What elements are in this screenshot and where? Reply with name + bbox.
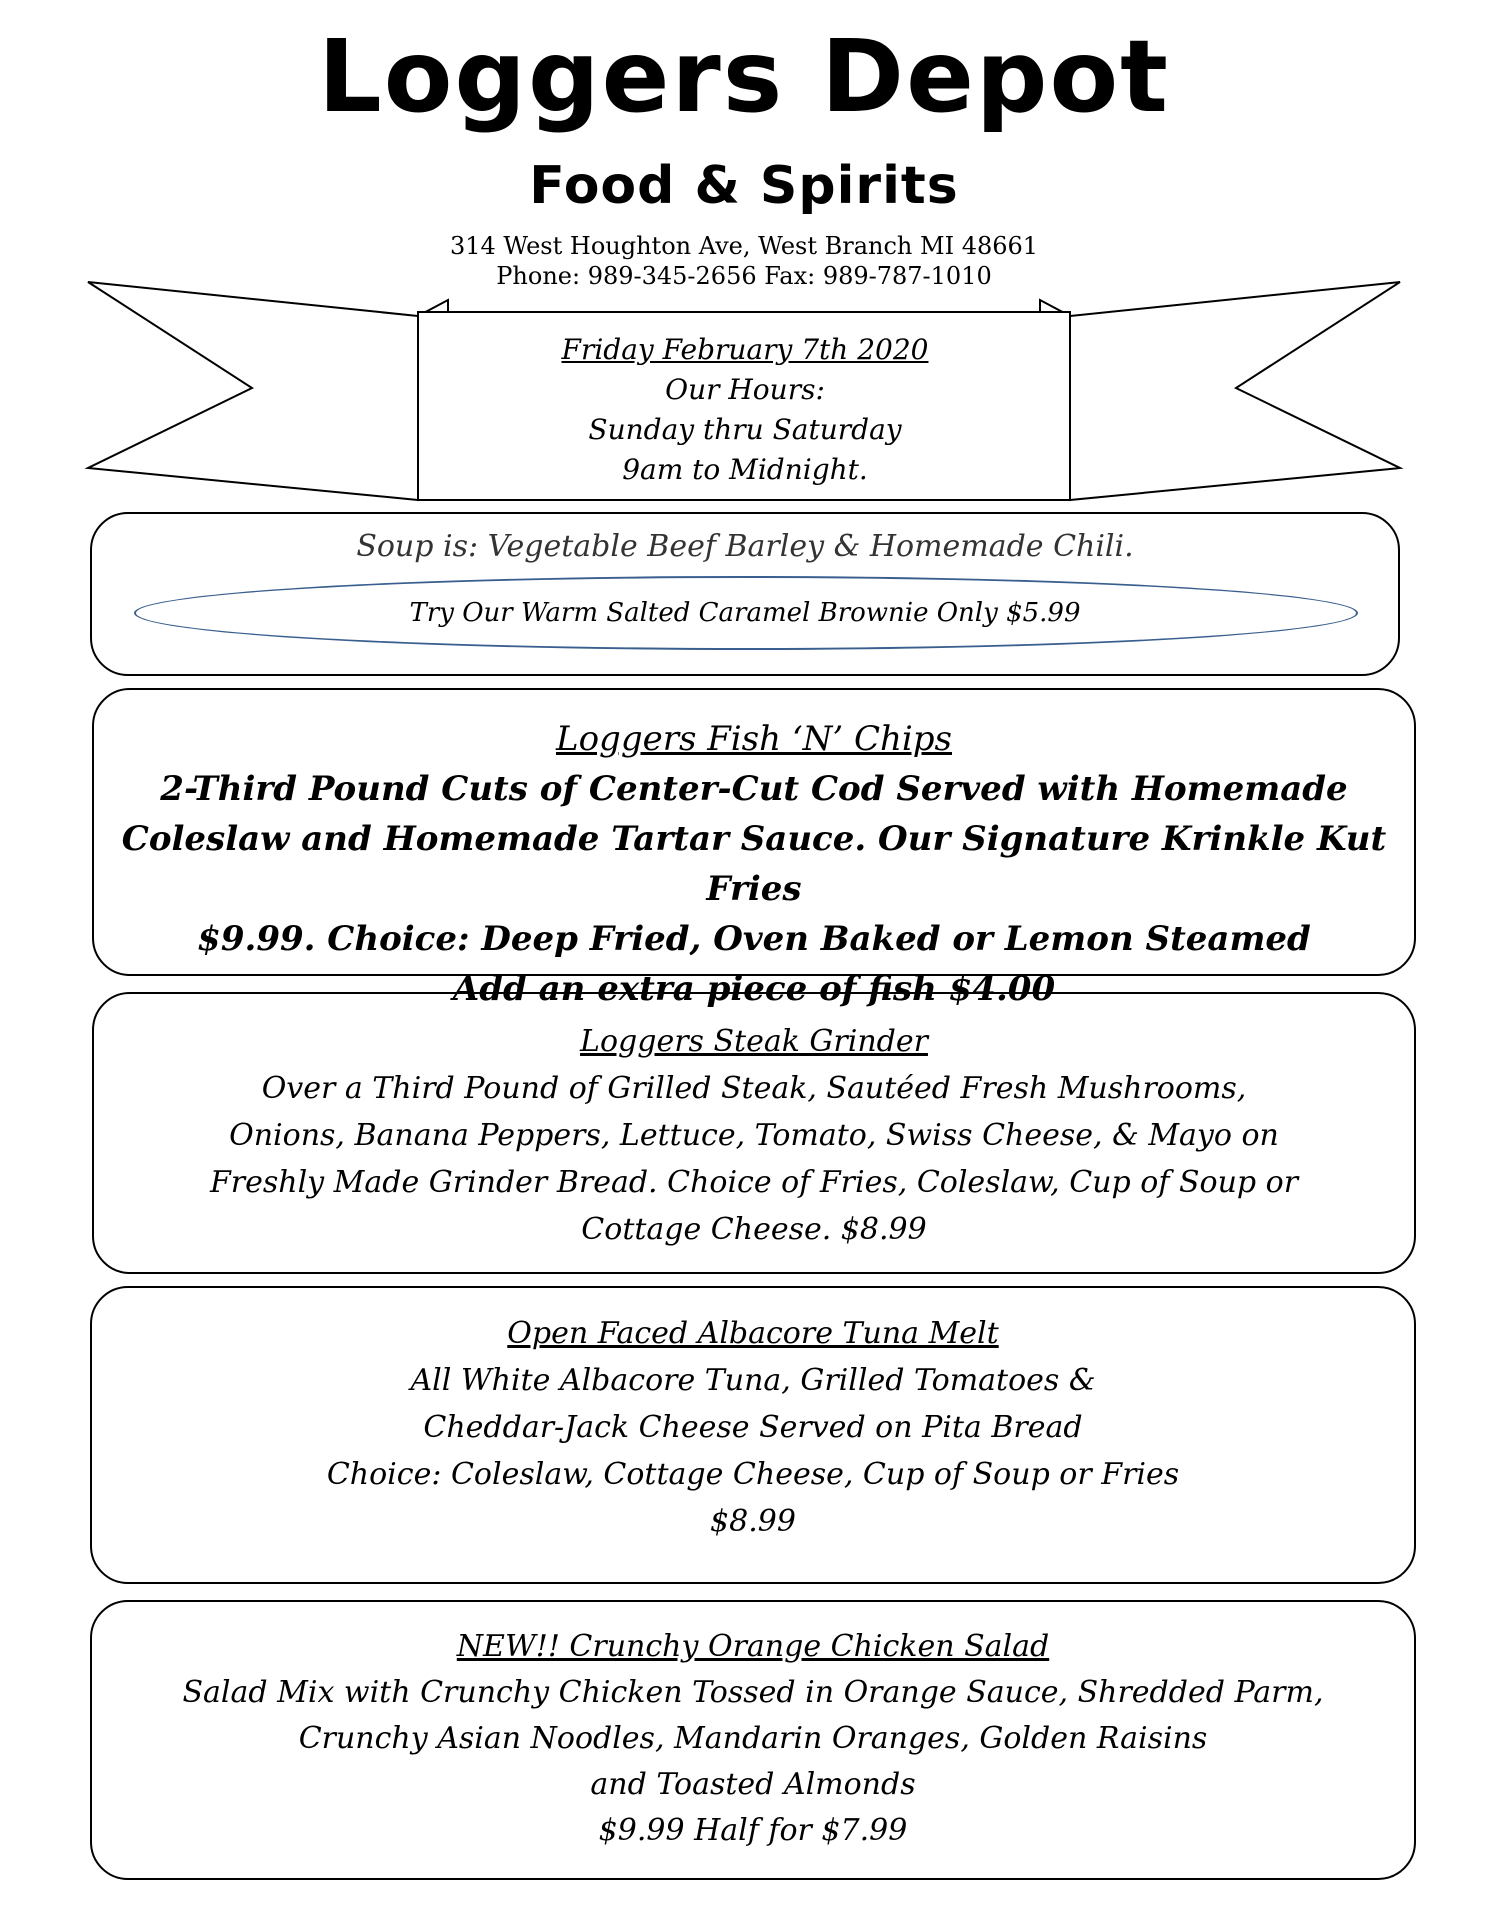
menu-item	[94, 1018, 1414, 1253]
item-line: 2-Third Pound Cuts of Center-Cut Cod Served with Homemade	[160, 769, 1348, 809]
soup-of-the-day: Soup is: Vegetable Beef Barley & Homemade Chili.	[356, 529, 1134, 564]
item-name: Open Faced Albacore Tuna Melt	[507, 1316, 999, 1351]
address: 314 West Houghton Ave, West Branch MI 48661	[449, 232, 1039, 260]
item-line: Cottage Cheese. $8.99	[581, 1212, 927, 1247]
item-line: $9.99. Choice: Deep Fried, Oven Baked or Lemon Steamed	[197, 919, 1311, 959]
item-name: NEW!! Crunchy Orange Chicken Salad	[456, 1629, 1050, 1664]
item-name: Loggers Steak Grinder	[580, 1024, 928, 1059]
item-name: Loggers Fish ‘N’ Chips	[556, 719, 952, 759]
menu-item	[92, 1310, 1414, 1545]
restaurant-title: Loggers Depot	[318, 18, 1170, 135]
restaurant-subtitle: Food & Spirits	[529, 156, 959, 216]
hours-times: 9am to Midnight.	[622, 453, 868, 486]
soup-specials-box	[90, 512, 1400, 676]
menu-date: Friday February 7th 2020	[561, 333, 929, 366]
menu-item-card	[90, 1286, 1416, 1584]
item-line: Over a Third Pound of Grilled Steak, Sautéed Fresh Mushrooms,	[261, 1071, 1247, 1106]
item-line: Cheddar-Jack Cheese Served on Pita Bread	[423, 1410, 1083, 1445]
item-line: Crunchy Asian Noodles, Mandarin Oranges, Golden Raisins	[298, 1721, 1208, 1756]
item-line: All White Albacore Tuna, Grilled Tomatoes &	[410, 1363, 1096, 1398]
item-line: Choice: Coleslaw, Cottage Cheese, Cup of Soup or Fries	[326, 1457, 1180, 1492]
phone-fax: Phone: 989-345-2656 Fax: 989-787-1010	[496, 262, 992, 290]
brownie-promo: Try Our Warm Salted Caramel Brownie Only $5.99	[409, 598, 1081, 628]
item-line: $9.99 Half for $7.99	[598, 1813, 908, 1848]
hours-panel	[420, 330, 1070, 490]
item-line: Freshly Made Grinder Bread. Choice of Fries, Coleslaw, Cup of Soup or	[209, 1165, 1299, 1200]
item-line: $8.99	[710, 1504, 796, 1539]
menu-item	[92, 1624, 1414, 1854]
menu-item-card	[90, 1600, 1416, 1880]
item-line: Salad Mix with Crunchy Chicken Tossed in Orange Sauce, Shredded Parm,	[182, 1675, 1324, 1710]
item-line: and Toasted Almonds	[590, 1767, 916, 1802]
item-line: Onions, Banana Peppers, Lettuce, Tomato, Swiss Cheese, & Mayo on	[229, 1118, 1279, 1153]
item-line: Add an extra piece of fish $4.00	[452, 969, 1056, 1009]
hours-days: Sunday thru Saturday	[588, 413, 902, 446]
item-line: Coleslaw and Homemade Tartar Sauce. Our Signature Krinkle Kut Fries	[121, 819, 1387, 909]
hours-label: Our Hours:	[665, 373, 825, 406]
menu-item-card	[92, 688, 1416, 1009]
menu-item-card	[92, 992, 1416, 1274]
menu-item	[94, 714, 1414, 1014]
